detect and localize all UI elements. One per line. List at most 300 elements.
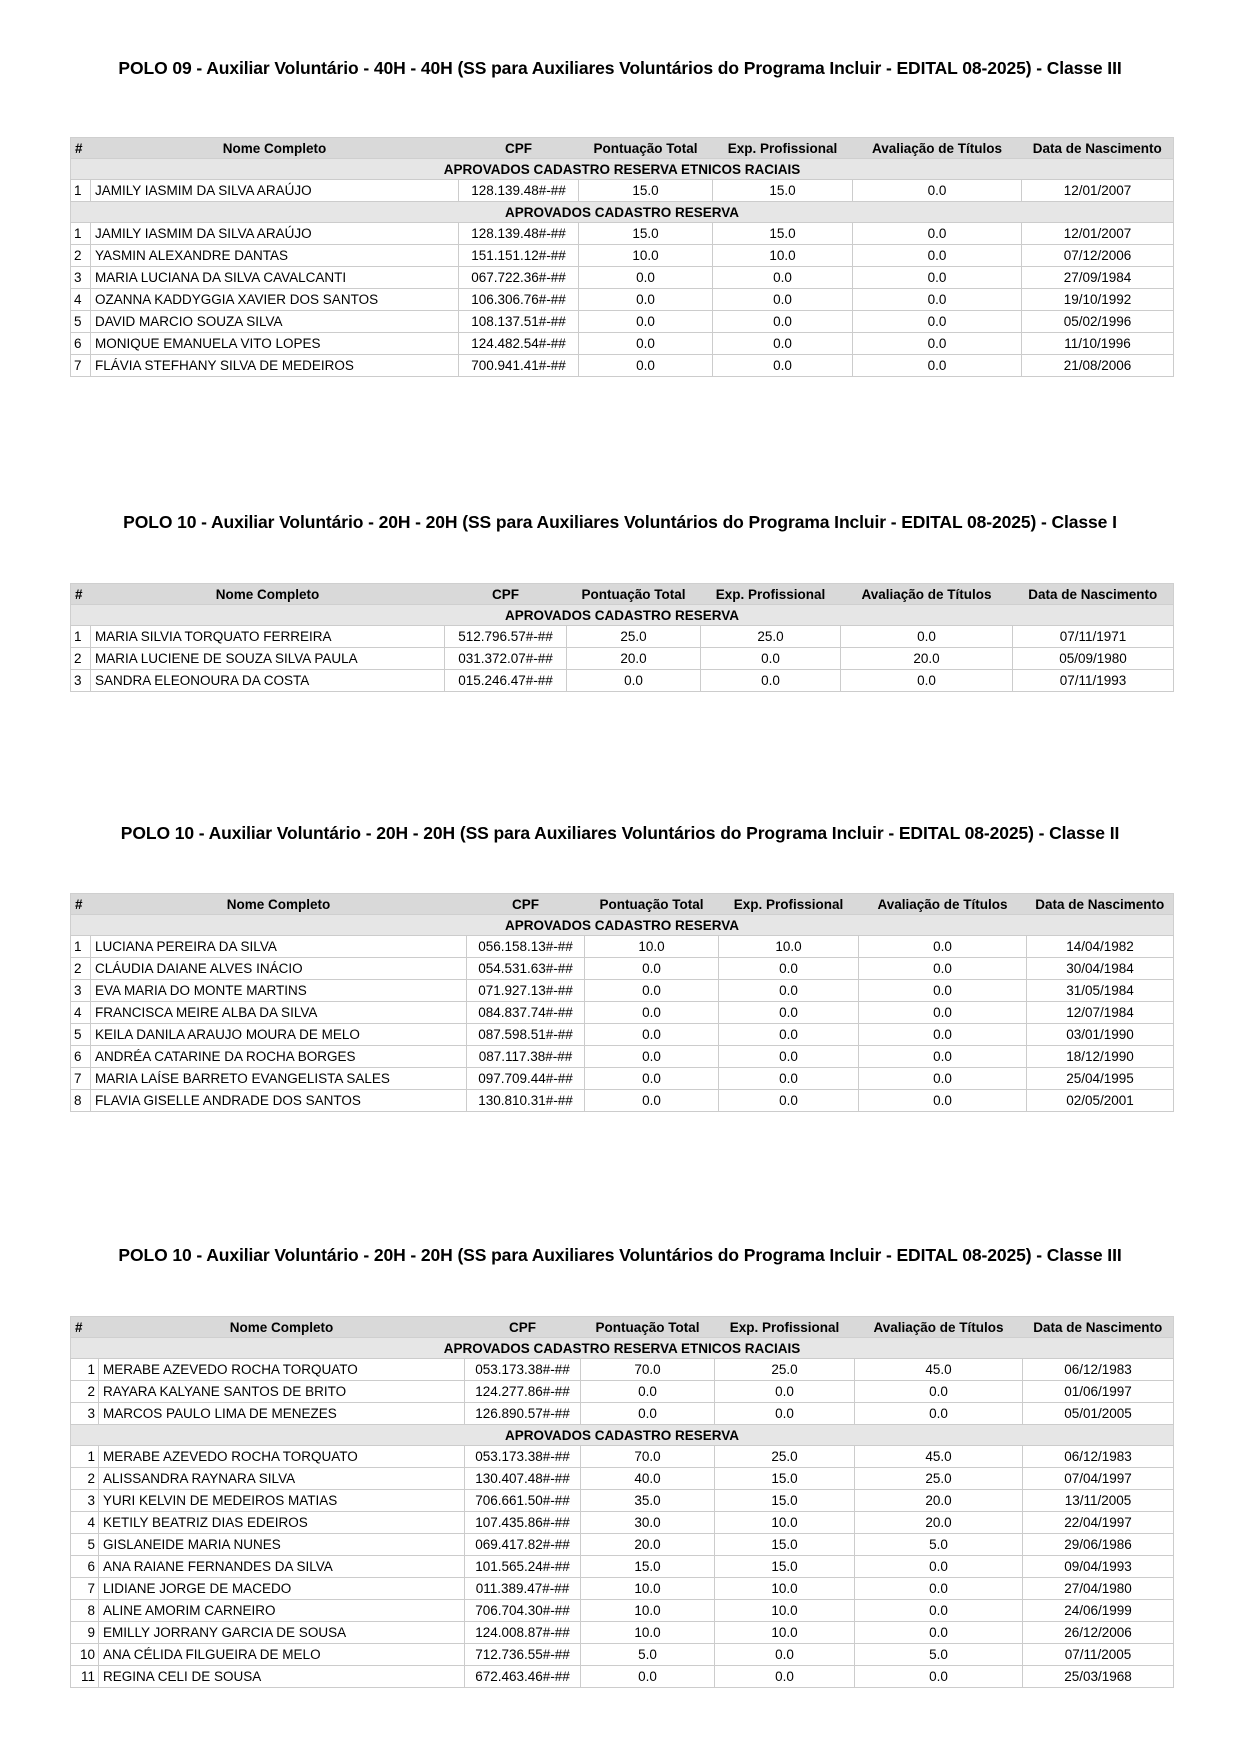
cell-titulos: 0.0 [853, 355, 1022, 377]
cell-name: FLÁVIA STEFHANY SILVA DE MEDEIROS [91, 355, 459, 377]
column-header-titulos: Avaliação de Títulos [853, 138, 1022, 159]
cell-total: 10.0 [581, 1622, 715, 1644]
table-row [71, 1002, 1174, 1024]
cell-nascimento: 21/08/2006 [1022, 355, 1174, 377]
cell-name: MONIQUE EMANUELA VITO LOPES [91, 333, 459, 355]
cell-exp: 0.0 [701, 648, 841, 670]
cell-titulos: 0.0 [853, 223, 1022, 245]
cell-exp: 15.0 [715, 1468, 855, 1490]
group-header-row [71, 605, 1174, 626]
cell-titulos: 0.0 [855, 1381, 1023, 1403]
cell-nascimento: 05/02/1996 [1022, 311, 1174, 333]
cell-nascimento: 05/01/2005 [1023, 1403, 1174, 1425]
cell-cpf: 071.927.13#-## [467, 980, 585, 1002]
cell-cpf: 087.117.38#-## [467, 1046, 585, 1068]
cell-exp: 0.0 [713, 289, 853, 311]
column-header-exp: Exp. Profissional [719, 894, 859, 915]
column-header-cpf: CPF [467, 894, 585, 915]
cell-total: 15.0 [581, 1556, 715, 1578]
cell-nascimento: 19/10/1992 [1022, 289, 1174, 311]
table-row [71, 1403, 1174, 1425]
cell-titulos: 0.0 [859, 958, 1027, 980]
cell-idx: 2 [71, 1468, 99, 1490]
cell-exp: 10.0 [715, 1600, 855, 1622]
cell-titulos: 0.0 [859, 936, 1027, 958]
cell-idx: 7 [71, 355, 91, 377]
cell-cpf: 512.796.57#-## [445, 626, 567, 648]
cell-total: 10.0 [581, 1600, 715, 1622]
table-row [71, 936, 1174, 958]
column-header-cpf: CPF [465, 1317, 581, 1338]
table-row [71, 1556, 1174, 1578]
cell-name: EVA MARIA DO MONTE MARTINS [91, 980, 467, 1002]
cell-idx: 2 [71, 245, 91, 267]
cell-exp: 10.0 [719, 936, 859, 958]
cell-nascimento: 30/04/1984 [1027, 958, 1174, 980]
table-row [71, 1512, 1174, 1534]
cell-total: 20.0 [581, 1534, 715, 1556]
cell-total: 0.0 [579, 311, 713, 333]
table-row [71, 670, 1174, 692]
column-header-nascimento: Data de Nascimento [1022, 138, 1174, 159]
cell-exp: 0.0 [719, 1046, 859, 1068]
cell-nascimento: 29/06/1986 [1023, 1534, 1174, 1556]
table-row [71, 289, 1174, 311]
cell-name: MERABE AZEVEDO ROCHA TORQUATO [99, 1446, 465, 1468]
cell-exp: 0.0 [719, 1002, 859, 1024]
column-header-name: Nome Completo [91, 138, 459, 159]
cell-name: YURI KELVIN DE MEDEIROS MATIAS [99, 1490, 465, 1512]
cell-idx: 4 [71, 1002, 91, 1024]
cell-idx: 1 [71, 223, 91, 245]
results-table [70, 1316, 1174, 1688]
cell-idx: 1 [71, 936, 91, 958]
cell-cpf: 672.463.46#-## [465, 1666, 581, 1688]
cell-exp: 0.0 [719, 1068, 859, 1090]
cell-name: GISLANEIDE MARIA NUNES [99, 1534, 465, 1556]
cell-name: EMILLY JORRANY GARCIA DE SOUSA [99, 1622, 465, 1644]
group-label: APROVADOS CADASTRO RESERVA ETNICOS RACIAIS [71, 1338, 1174, 1359]
column-header-total: Pontuação Total [585, 894, 719, 915]
cell-total: 0.0 [581, 1666, 715, 1688]
cell-total: 0.0 [579, 355, 713, 377]
cell-total: 40.0 [581, 1468, 715, 1490]
section-title: POLO 10 - Auxiliar Voluntário - 20H - 20H (SS para Auxiliares Voluntários do Programa Incluir - EDITAL 08-2025) - Classe III [118, 1245, 1122, 1265]
section-title: POLO 09 - Auxiliar Voluntário - 40H - 40H (SS para Auxiliares Voluntários do Programa Incluir - EDITAL 08-2025) - Classe III [118, 58, 1122, 78]
cell-nascimento: 05/09/1980 [1013, 648, 1174, 670]
cell-exp: 15.0 [715, 1490, 855, 1512]
cell-cpf: 130.810.31#-## [467, 1090, 585, 1112]
cell-idx: 6 [71, 1046, 91, 1068]
column-header-exp: Exp. Profissional [701, 584, 841, 605]
table-row [71, 1490, 1174, 1512]
cell-cpf: 015.246.47#-## [445, 670, 567, 692]
cell-idx: 4 [71, 289, 91, 311]
cell-nascimento: 18/12/1990 [1027, 1046, 1174, 1068]
group-label: APROVADOS CADASTRO RESERVA [71, 605, 1174, 626]
cell-idx: 11 [71, 1666, 99, 1688]
table-row [71, 1381, 1174, 1403]
cell-nascimento: 07/11/1971 [1013, 626, 1174, 648]
cell-cpf: 108.137.51#-## [459, 311, 579, 333]
table-row [71, 311, 1174, 333]
column-header-name: Nome Completo [91, 894, 467, 915]
column-header-nascimento: Data de Nascimento [1023, 1317, 1174, 1338]
cell-cpf: 128.139.48#-## [459, 223, 579, 245]
cell-cpf: 087.598.51#-## [467, 1024, 585, 1046]
cell-cpf: 097.709.44#-## [467, 1068, 585, 1090]
cell-idx: 3 [71, 1490, 99, 1512]
cell-name: MARCOS PAULO LIMA DE MENEZES [99, 1403, 465, 1425]
table-row [71, 1090, 1174, 1112]
cell-exp: 0.0 [715, 1644, 855, 1666]
column-header-titulos: Avaliação de Títulos [855, 1317, 1023, 1338]
cell-nascimento: 24/06/1999 [1023, 1600, 1174, 1622]
group-header-row [71, 202, 1174, 223]
cell-nascimento: 07/04/1997 [1023, 1468, 1174, 1490]
cell-nascimento: 06/12/1983 [1023, 1359, 1174, 1381]
cell-idx: 5 [71, 1534, 99, 1556]
cell-nascimento: 27/09/1984 [1022, 267, 1174, 289]
header-row [71, 584, 1174, 605]
cell-name: KETILY BEATRIZ DIAS EDEIROS [99, 1512, 465, 1534]
cell-titulos: 5.0 [855, 1534, 1023, 1556]
cell-cpf: 011.389.47#-## [465, 1578, 581, 1600]
cell-idx: 4 [71, 1512, 99, 1534]
cell-titulos: 0.0 [855, 1666, 1023, 1688]
cell-titulos: 0.0 [855, 1622, 1023, 1644]
cell-titulos: 20.0 [841, 648, 1013, 670]
table-row [71, 1644, 1174, 1666]
column-header-idx: # [71, 584, 91, 605]
column-header-titulos: Avaliação de Títulos [859, 894, 1027, 915]
cell-exp: 0.0 [713, 311, 853, 333]
cell-idx: 1 [71, 180, 91, 202]
cell-name: RAYARA KALYANE SANTOS DE BRITO [99, 1381, 465, 1403]
cell-titulos: 20.0 [855, 1490, 1023, 1512]
column-header-total: Pontuação Total [581, 1317, 715, 1338]
cell-total: 0.0 [581, 1403, 715, 1425]
cell-nascimento: 12/07/1984 [1027, 1002, 1174, 1024]
section-title: POLO 10 - Auxiliar Voluntário - 20H - 20H (SS para Auxiliares Voluntários do Programa Incluir - EDITAL 08-2025) - Classe I [123, 512, 1117, 532]
cell-total: 0.0 [579, 267, 713, 289]
cell-exp: 0.0 [719, 958, 859, 980]
cell-nascimento: 25/03/1968 [1023, 1666, 1174, 1688]
cell-total: 70.0 [581, 1446, 715, 1468]
cell-titulos: 0.0 [853, 245, 1022, 267]
cell-total: 0.0 [585, 1024, 719, 1046]
cell-idx: 3 [71, 267, 91, 289]
cell-titulos: 0.0 [855, 1556, 1023, 1578]
cell-nascimento: 12/01/2007 [1022, 180, 1174, 202]
cell-titulos: 45.0 [855, 1359, 1023, 1381]
table-row [71, 1068, 1174, 1090]
cell-titulos: 0.0 [859, 1046, 1027, 1068]
cell-total: 25.0 [567, 626, 701, 648]
cell-name: JAMILY IASMIM DA SILVA ARAÚJO [91, 223, 459, 245]
column-header-total: Pontuação Total [579, 138, 713, 159]
cell-nascimento: 07/11/1993 [1013, 670, 1174, 692]
column-header-cpf: CPF [459, 138, 579, 159]
cell-name: FLAVIA GISELLE ANDRADE DOS SANTOS [91, 1090, 467, 1112]
cell-total: 0.0 [579, 289, 713, 311]
cell-exp: 25.0 [715, 1446, 855, 1468]
cell-name: CLÁUDIA DAIANE ALVES INÁCIO [91, 958, 467, 980]
cell-cpf: 700.941.41#-## [459, 355, 579, 377]
cell-titulos: 0.0 [859, 1090, 1027, 1112]
cell-exp: 10.0 [715, 1578, 855, 1600]
column-header-nascimento: Data de Nascimento [1027, 894, 1174, 915]
table-row [71, 1024, 1174, 1046]
group-label: APROVADOS CADASTRO RESERVA [71, 915, 1174, 936]
column-header-name: Nome Completo [99, 1317, 465, 1338]
cell-cpf: 124.008.87#-## [465, 1622, 581, 1644]
cell-name: MARIA LUCIANA DA SILVA CAVALCANTI [91, 267, 459, 289]
cell-cpf: 084.837.74#-## [467, 1002, 585, 1024]
group-header-row [71, 1425, 1174, 1446]
column-header-idx: # [71, 138, 91, 159]
cell-titulos: 0.0 [853, 289, 1022, 311]
cell-idx: 2 [71, 958, 91, 980]
cell-titulos: 0.0 [859, 980, 1027, 1002]
cell-idx: 5 [71, 1024, 91, 1046]
cell-titulos: 5.0 [855, 1644, 1023, 1666]
table-row [71, 1468, 1174, 1490]
cell-idx: 7 [71, 1068, 91, 1090]
cell-name: MERABE AZEVEDO ROCHA TORQUATO [99, 1359, 465, 1381]
cell-titulos: 0.0 [853, 180, 1022, 202]
cell-total: 0.0 [579, 333, 713, 355]
cell-total: 35.0 [581, 1490, 715, 1512]
cell-titulos: 0.0 [853, 267, 1022, 289]
cell-cpf: 053.173.38#-## [465, 1446, 581, 1468]
cell-titulos: 0.0 [855, 1578, 1023, 1600]
group-label: APROVADOS CADASTRO RESERVA ETNICOS RACIAIS [71, 159, 1174, 180]
cell-total: 0.0 [585, 1068, 719, 1090]
cell-cpf: 712.736.55#-## [465, 1644, 581, 1666]
cell-cpf: 031.372.07#-## [445, 648, 567, 670]
group-header-row [71, 1338, 1174, 1359]
cell-name: ANDRÉA CATARINE DA ROCHA BORGES [91, 1046, 467, 1068]
group-label: APROVADOS CADASTRO RESERVA [71, 202, 1174, 223]
table-row [71, 245, 1174, 267]
table-row [71, 1578, 1174, 1600]
table-row [71, 1666, 1174, 1688]
cell-titulos: 0.0 [859, 1024, 1027, 1046]
cell-titulos: 0.0 [853, 333, 1022, 355]
group-header-row [71, 159, 1174, 180]
cell-idx: 1 [71, 626, 91, 648]
table-row [71, 180, 1174, 202]
cell-cpf: 706.704.30#-## [465, 1600, 581, 1622]
cell-nascimento: 22/04/1997 [1023, 1512, 1174, 1534]
cell-nascimento: 27/04/1980 [1023, 1578, 1174, 1600]
cell-idx: 6 [71, 1556, 99, 1578]
cell-titulos: 0.0 [841, 626, 1013, 648]
cell-name: DAVID MARCIO SOUZA SILVA [91, 311, 459, 333]
cell-total: 0.0 [585, 1002, 719, 1024]
results-table [70, 893, 1174, 1112]
cell-cpf: 124.482.54#-## [459, 333, 579, 355]
cell-exp: 15.0 [713, 180, 853, 202]
cell-nascimento: 12/01/2007 [1022, 223, 1174, 245]
cell-total: 10.0 [579, 245, 713, 267]
column-header-titulos: Avaliação de Títulos [841, 584, 1013, 605]
cell-exp: 25.0 [715, 1359, 855, 1381]
cell-titulos: 45.0 [855, 1446, 1023, 1468]
results-table [70, 583, 1174, 692]
cell-name: LUCIANA PEREIRA DA SILVA [91, 936, 467, 958]
header-row [71, 1317, 1174, 1338]
cell-total: 0.0 [585, 980, 719, 1002]
cell-name: ALISSANDRA RAYNARA SILVA [99, 1468, 465, 1490]
cell-titulos: 25.0 [855, 1468, 1023, 1490]
cell-cpf: 151.151.12#-## [459, 245, 579, 267]
header-row [71, 894, 1174, 915]
cell-nascimento: 26/12/2006 [1023, 1622, 1174, 1644]
header-row [71, 138, 1174, 159]
cell-exp: 0.0 [713, 355, 853, 377]
table-row [71, 267, 1174, 289]
cell-exp: 10.0 [713, 245, 853, 267]
cell-name: FRANCISCA MEIRE ALBA DA SILVA [91, 1002, 467, 1024]
cell-name: MARIA SILVIA TORQUATO FERREIRA [91, 626, 445, 648]
cell-exp: 0.0 [719, 1090, 859, 1112]
cell-idx: 7 [71, 1578, 99, 1600]
column-header-cpf: CPF [445, 584, 567, 605]
cell-cpf: 126.890.57#-## [465, 1403, 581, 1425]
column-header-name: Nome Completo [91, 584, 445, 605]
column-header-exp: Exp. Profissional [713, 138, 853, 159]
cell-nascimento: 31/05/1984 [1027, 980, 1174, 1002]
table-row [71, 980, 1174, 1002]
cell-total: 5.0 [581, 1644, 715, 1666]
cell-nascimento: 02/05/2001 [1027, 1090, 1174, 1112]
cell-total: 0.0 [585, 958, 719, 980]
table-row [71, 1622, 1174, 1644]
cell-name: MARIA LUCIENE DE SOUZA SILVA PAULA [91, 648, 445, 670]
column-header-exp: Exp. Profissional [715, 1317, 855, 1338]
cell-cpf: 706.661.50#-## [465, 1490, 581, 1512]
cell-total: 15.0 [579, 223, 713, 245]
cell-cpf: 124.277.86#-## [465, 1381, 581, 1403]
cell-idx: 6 [71, 333, 91, 355]
cell-nascimento: 03/01/1990 [1027, 1024, 1174, 1046]
cell-cpf: 053.173.38#-## [465, 1359, 581, 1381]
cell-name: YASMIN ALEXANDRE DANTAS [91, 245, 459, 267]
cell-exp: 10.0 [715, 1622, 855, 1644]
cell-nascimento: 01/06/1997 [1023, 1381, 1174, 1403]
cell-exp: 0.0 [713, 267, 853, 289]
cell-exp: 0.0 [715, 1403, 855, 1425]
cell-nascimento: 07/12/2006 [1022, 245, 1174, 267]
cell-titulos: 0.0 [853, 311, 1022, 333]
cell-titulos: 0.0 [855, 1600, 1023, 1622]
cell-name: OZANNA KADDYGGIA XAVIER DOS SANTOS [91, 289, 459, 311]
cell-idx: 8 [71, 1600, 99, 1622]
cell-exp: 0.0 [719, 980, 859, 1002]
cell-total: 0.0 [581, 1381, 715, 1403]
cell-exp: 0.0 [713, 333, 853, 355]
cell-idx: 10 [71, 1644, 99, 1666]
cell-titulos: 20.0 [855, 1512, 1023, 1534]
cell-titulos: 0.0 [841, 670, 1013, 692]
cell-cpf: 054.531.63#-## [467, 958, 585, 980]
table-row [71, 626, 1174, 648]
cell-idx: 8 [71, 1090, 91, 1112]
table-row [71, 333, 1174, 355]
cell-nascimento: 13/11/2005 [1023, 1490, 1174, 1512]
column-header-nascimento: Data de Nascimento [1013, 584, 1174, 605]
cell-name: SANDRA ELEONOURA DA COSTA [91, 670, 445, 692]
cell-exp: 15.0 [715, 1556, 855, 1578]
cell-name: LIDIANE JORGE DE MACEDO [99, 1578, 465, 1600]
cell-name: REGINA CELI DE SOUSA [99, 1666, 465, 1688]
cell-total: 70.0 [581, 1359, 715, 1381]
cell-total: 10.0 [581, 1578, 715, 1600]
group-header-row [71, 915, 1174, 936]
table-row [71, 1359, 1174, 1381]
cell-cpf: 130.407.48#-## [465, 1468, 581, 1490]
cell-total: 0.0 [585, 1046, 719, 1068]
cell-exp: 0.0 [719, 1024, 859, 1046]
cell-cpf: 128.139.48#-## [459, 180, 579, 202]
cell-total: 0.0 [567, 670, 701, 692]
column-header-total: Pontuação Total [567, 584, 701, 605]
cell-idx: 1 [71, 1359, 99, 1381]
cell-cpf: 107.435.86#-## [465, 1512, 581, 1534]
cell-exp: 10.0 [715, 1512, 855, 1534]
cell-name: JAMILY IASMIM DA SILVA ARAÚJO [91, 180, 459, 202]
cell-name: ANA RAIANE FERNANDES DA SILVA [99, 1556, 465, 1578]
column-header-idx: # [71, 894, 91, 915]
cell-name: ALINE AMORIM CARNEIRO [99, 1600, 465, 1622]
cell-nascimento: 09/04/1993 [1023, 1556, 1174, 1578]
cell-total: 30.0 [581, 1512, 715, 1534]
cell-idx: 2 [71, 1381, 99, 1403]
cell-exp: 0.0 [701, 670, 841, 692]
table-row [71, 1600, 1174, 1622]
cell-exp: 25.0 [701, 626, 841, 648]
cell-exp: 15.0 [715, 1534, 855, 1556]
cell-idx: 3 [71, 1403, 99, 1425]
cell-nascimento: 06/12/1983 [1023, 1446, 1174, 1468]
column-header-idx: # [71, 1317, 99, 1338]
cell-total: 0.0 [585, 1090, 719, 1112]
cell-titulos: 0.0 [855, 1403, 1023, 1425]
table-row [71, 1534, 1174, 1556]
section-title: POLO 10 - Auxiliar Voluntário - 20H - 20H (SS para Auxiliares Voluntários do Programa Incluir - EDITAL 08-2025) - Classe II [120, 823, 1120, 843]
cell-total: 15.0 [579, 180, 713, 202]
cell-cpf: 106.306.76#-## [459, 289, 579, 311]
cell-idx: 1 [71, 1446, 99, 1468]
cell-name: MARIA LAÍSE BARRETO EVANGELISTA SALES [91, 1068, 467, 1090]
cell-idx: 9 [71, 1622, 99, 1644]
cell-total: 20.0 [567, 648, 701, 670]
cell-cpf: 067.722.36#-## [459, 267, 579, 289]
cell-exp: 0.0 [715, 1666, 855, 1688]
group-label: APROVADOS CADASTRO RESERVA [71, 1425, 1174, 1446]
cell-titulos: 0.0 [859, 1068, 1027, 1090]
table-row [71, 355, 1174, 377]
cell-nascimento: 11/10/1996 [1022, 333, 1174, 355]
table-row [71, 223, 1174, 245]
cell-nascimento: 25/04/1995 [1027, 1068, 1174, 1090]
cell-exp: 15.0 [713, 223, 853, 245]
table-row [71, 1046, 1174, 1068]
table-row [71, 958, 1174, 980]
cell-nascimento: 14/04/1982 [1027, 936, 1174, 958]
